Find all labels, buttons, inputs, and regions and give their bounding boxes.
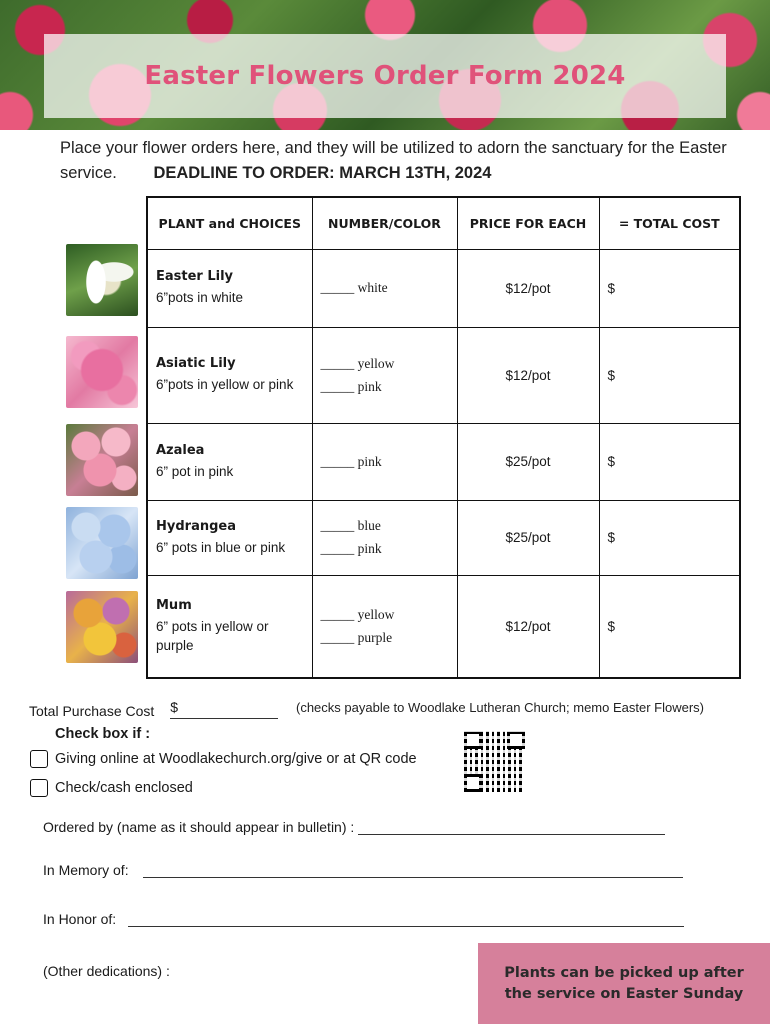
- easter-lily-photo: [66, 244, 138, 316]
- in-honor-input[interactable]: [128, 911, 684, 927]
- total-purchase-cost: [29, 699, 278, 719]
- color-cell[interactable]: [312, 327, 457, 423]
- ordered-by-label: Ordered by (name as it should appear in bulletin) :: [43, 819, 355, 835]
- plant-cell: [147, 327, 312, 423]
- plant-cell: [147, 423, 312, 500]
- plant-description: 6”pots in yellow or pink: [156, 377, 294, 392]
- intro-text: [60, 136, 740, 186]
- price-cell: $25/pot: [457, 423, 599, 500]
- table-row: [147, 423, 740, 500]
- checkbox-label: Giving online at Woodlakechurch.org/give or at QR code: [55, 751, 417, 767]
- header-number-color: NUMBER/COLOR: [312, 197, 457, 249]
- plant-name: Easter Lily: [156, 269, 234, 284]
- price-cell: $12/pot: [457, 327, 599, 423]
- pickup-notice: Plants can be picked up after the service on Easter Sunday: [478, 943, 770, 1024]
- other-dedications-field-row: [43, 963, 170, 979]
- checkbox-check-cash[interactable]: [30, 779, 48, 797]
- color-cell[interactable]: [312, 423, 457, 500]
- header-plant: PLANT and CHOICES: [147, 197, 312, 249]
- table-row: [147, 327, 740, 423]
- total-purchase-field[interactable]: $: [170, 699, 278, 719]
- plant-name: Asiatic Lily: [156, 356, 236, 371]
- checkbox-check-cash-row[interactable]: [30, 779, 193, 797]
- color-quantity-purple[interactable]: _____ purple: [320, 629, 393, 645]
- checks-payable-note: (checks payable to Woodlake Lutheran Church; memo Easter Flowers): [296, 700, 705, 715]
- header-banner: [0, 0, 770, 130]
- mum-photo: [66, 591, 138, 663]
- color-quantity-pink[interactable]: _____ pink: [320, 453, 382, 469]
- table-header-row: [147, 197, 740, 249]
- color-cell[interactable]: [312, 575, 457, 678]
- color-quantity-pink[interactable]: _____ pink: [320, 541, 382, 556]
- check-box-heading: Check box if :: [55, 726, 151, 742]
- checkbox-online-giving-row[interactable]: [30, 750, 417, 768]
- plant-cell: [147, 575, 312, 678]
- checkbox-online-giving[interactable]: [30, 750, 48, 768]
- price-cell: $12/pot: [457, 249, 599, 327]
- color-quantity-yellow[interactable]: _____ yellow: [320, 355, 395, 371]
- color-quantity-pink[interactable]: _____ pink: [320, 378, 382, 394]
- in-memory-label: In Memory of:: [43, 862, 129, 878]
- in-memory-input[interactable]: [143, 862, 683, 878]
- plant-description: 6”pots in white: [156, 290, 244, 305]
- in-memory-field-row: [43, 862, 683, 878]
- intro-description: Place your flower orders here, and they will be utilized to adorn the sanctuary for the Easter service.: [60, 139, 727, 182]
- color-quantity-blue[interactable]: _____ blue: [320, 518, 381, 533]
- table-row: [147, 500, 740, 575]
- plant-description: 6” pots in yellow or purple: [156, 618, 269, 653]
- color-cell[interactable]: [312, 249, 457, 327]
- plant-name: Azalea: [156, 442, 205, 458]
- plant-cell: [147, 249, 312, 327]
- color-cell[interactable]: [312, 500, 457, 575]
- total-cell[interactable]: $: [599, 575, 740, 678]
- order-deadline: DEADLINE TO ORDER: MARCH 13TH, 2024: [153, 164, 492, 182]
- color-quantity-white[interactable]: _____ white: [320, 280, 388, 295]
- total-cell[interactable]: $: [599, 423, 740, 500]
- plant-description: 6” pots in blue or pink: [156, 539, 286, 555]
- total-cell[interactable]: $: [599, 327, 740, 423]
- plant-cell: [147, 500, 312, 575]
- plant-description: 6” pot in pink: [156, 463, 234, 479]
- in-honor-label: In Honor of:: [43, 911, 117, 927]
- table-row: [147, 249, 740, 327]
- table-row: [147, 575, 740, 678]
- color-quantity-yellow[interactable]: _____ yellow: [320, 606, 395, 622]
- plant-name: Mum: [156, 597, 192, 613]
- title-box: [44, 34, 726, 118]
- qr-code-icon: [464, 731, 525, 792]
- azalea-photo: [66, 424, 138, 496]
- page-title: Easter Flowers Order Form 2024: [144, 61, 626, 91]
- ordered-by-field-row: [43, 819, 665, 835]
- other-dedications-label: (Other dedications) :: [43, 963, 170, 979]
- in-honor-field-row: [43, 911, 684, 927]
- checkbox-label: Check/cash enclosed: [55, 780, 193, 796]
- hydrangea-photo: [66, 507, 138, 579]
- price-cell: $12/pot: [457, 575, 599, 678]
- order-table: [146, 196, 741, 679]
- plant-name: Hydrangea: [156, 518, 236, 534]
- total-cell[interactable]: $: [599, 500, 740, 575]
- header-price: PRICE FOR EACH: [457, 197, 599, 249]
- total-purchase-label: Total Purchase Cost: [29, 703, 155, 719]
- ordered-by-input[interactable]: [358, 819, 665, 835]
- total-cell[interactable]: $: [599, 249, 740, 327]
- header-total: = TOTAL COST: [599, 197, 740, 249]
- asiatic-lily-photo: [66, 336, 138, 408]
- price-cell: $25/pot: [457, 500, 599, 575]
